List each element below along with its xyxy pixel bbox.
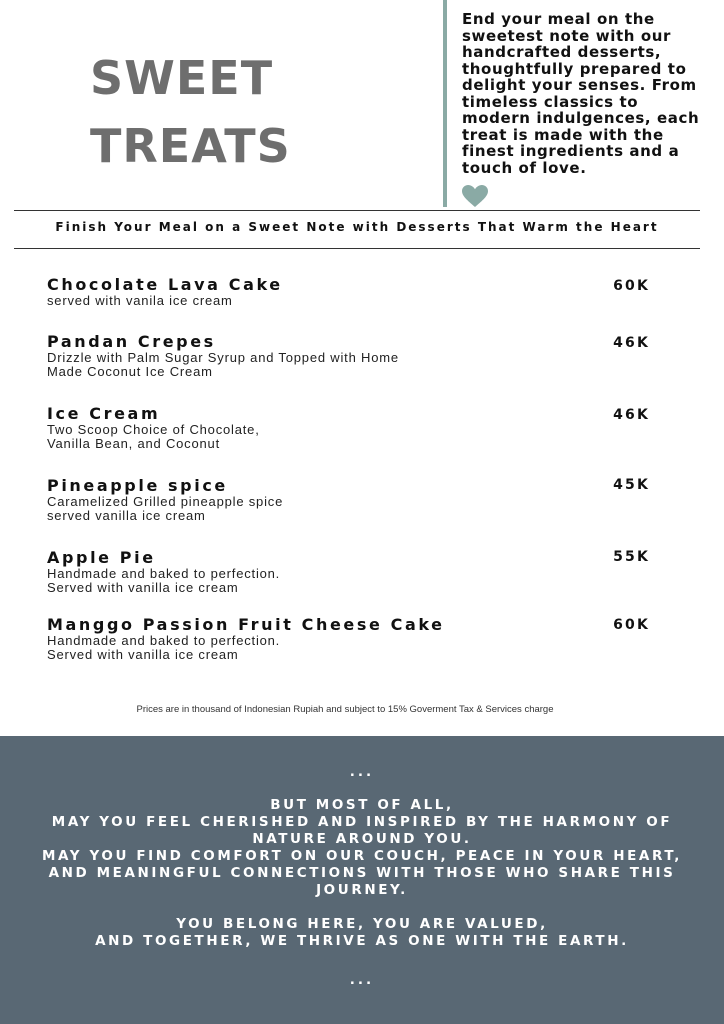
menu-item-pineapple-spice	[47, 477, 667, 522]
tagline: Finish Your Meal on a Sweet Note with Desserts That Warm the Heart	[55, 220, 659, 234]
footer-line: MAY YOU FIND COMFORT ON OUR COUCH, PEACE IN YOUR HEART,	[42, 848, 682, 864]
item-description: Handmade and baked to perfection.	[47, 566, 281, 581]
item-description: Made Coconut Ice Cream	[47, 363, 213, 379]
item-description: Handmade and baked to perfection.	[47, 633, 281, 648]
item-description: Caramelized Grilled pineapple spice	[47, 494, 284, 509]
intro-text: End your meal on the sweetest note with our handcrafted desserts, thoughtfully prepared to delight your senses. From timeless classics to modern indulgences, each treat is made with the finest ingredients and a touch of love.	[462, 10, 700, 177]
footer-line: AND MEANINGFUL CONNECTIONS WITH THOSE WHO SHARE THIS	[48, 865, 676, 881]
footer-message	[40, 797, 684, 950]
footer-line: BUT MOST OF ALL,	[270, 797, 454, 813]
item-description: Served with vanilla ice cream	[47, 646, 239, 662]
heart-icon	[461, 184, 489, 208]
footer-banner	[0, 736, 724, 1024]
menu-item-pandan-crepes	[47, 333, 667, 378]
menu-item-ice-cream	[47, 405, 667, 450]
footer-line: NATURE AROUND YOU.	[252, 831, 472, 847]
price-note: Prices are in thousand of Indonesian Rupiah and subject to 15% Goverment Tax & Services charge	[136, 704, 554, 715]
footer-dots-bottom: ...	[349, 972, 375, 988]
item-name: Manggo Passion Fruit Cheese Cake	[47, 615, 445, 634]
item-description: Two Scoop Choice of Chocolate,	[47, 422, 260, 437]
item-price: 60K	[613, 617, 650, 633]
item-price: 60K	[613, 278, 650, 294]
title-line-1: SWEET	[90, 51, 274, 105]
footer-dots-top: ...	[349, 764, 375, 780]
item-name: Ice Cream	[47, 404, 161, 423]
accent-divider	[443, 0, 447, 207]
page-title	[90, 44, 291, 180]
item-name: Pineapple spice	[47, 476, 228, 495]
item-price: 45K	[613, 477, 650, 493]
item-name: Apple Pie	[47, 548, 156, 567]
footer-line: MAY YOU FEEL CHERISHED AND INSPIRED BY THE HARMONY OF	[51, 814, 673, 830]
item-name: Pandan Crepes	[47, 332, 216, 351]
footer-line: JOURNEY.	[316, 882, 408, 898]
footer-line: YOU BELONG HERE, YOU ARE VALUED,	[176, 916, 548, 932]
tagline-bottom-rule	[14, 248, 700, 249]
title-line-2: TREATS	[90, 119, 291, 173]
item-price: 46K	[613, 335, 650, 351]
item-description: Vanilla Bean, and Coconut	[47, 435, 220, 451]
footer-line: AND TOGETHER, WE THRIVE AS ONE WITH THE EARTH.	[95, 933, 629, 949]
item-description: Drizzle with Palm Sugar Syrup and Topped with Home	[47, 350, 399, 365]
item-description: Served with vanilla ice cream	[47, 579, 239, 595]
item-name: Chocolate Lava Cake	[47, 275, 283, 294]
menu-item-manggo-passion-fruit-cheese-cake	[47, 616, 667, 661]
menu-item-chocolate-lava-cake	[47, 276, 667, 308]
item-price: 46K	[613, 407, 650, 423]
footer-spacer	[40, 899, 684, 916]
item-price: 55K	[613, 549, 650, 565]
menu-item-apple-pie	[47, 549, 667, 594]
tagline-top-rule	[14, 210, 700, 211]
item-description: served with vanila ice cream	[47, 293, 233, 308]
item-description: served vanilla ice cream	[47, 507, 206, 523]
